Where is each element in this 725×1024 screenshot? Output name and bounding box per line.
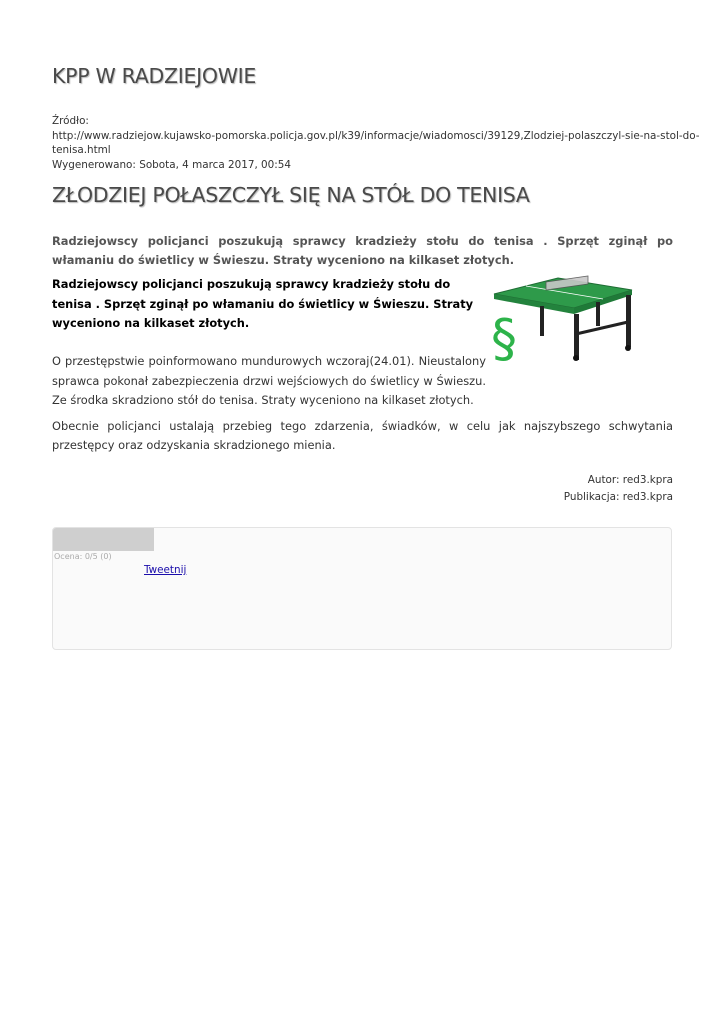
article-paragraph-2: Obecnie policjanci ustalają przebieg tego zdarzenia, świadków, w celu jak najszybszego schwytania przestępcy oraz odzyskania skradzionego mienia. (52, 419, 673, 452)
ping-pong-table-image (488, 272, 634, 362)
rating-box (52, 527, 672, 650)
publication-line: Publikacja: red3.kpra (563, 491, 673, 503)
author-info (564, 472, 673, 506)
author-line: Autor: red3.kpra (587, 474, 673, 486)
ping-pong-table-icon (488, 272, 634, 362)
rating-text: Ocena: 0/5 (0) (54, 552, 112, 561)
tweet-link[interactable]: Tweetnij (144, 564, 187, 576)
source-label: Źródło: (52, 115, 89, 127)
article-lead-bold: Radziejowscy policjanci poszukują sprawcy kradzieży stołu do tenisa . Sprzęt zginął po włamaniu do świetlicy w Świeszu. Straty wyceniono na kilkaset złotych. (52, 277, 474, 330)
article-lead: Radziejowscy policjanci poszukują sprawcy kradzieży stołu do tenisa . Sprzęt zginął po włamaniu do świetlicy w Świeszu. Straty wyceniono na kilkaset złotych. (52, 234, 673, 267)
source-url-line2: tenisa.html (52, 144, 111, 156)
rating-stars-bar[interactable] (53, 528, 154, 551)
article-title: ZŁODZIEJ POŁASZCZYŁ SIĘ NA STÓŁ DO TENISA (52, 183, 530, 207)
paragraph-symbol-icon: § (491, 309, 517, 362)
source-url-line1: http://www.radziejow.kujawsko-pomorska.policja.gov.pl/k39/informacje/wiadomosci/39129,Zlodziej-polaszczyl-sie-na-stol-do- (52, 129, 700, 142)
article-paragraph-1: O przestępstwie poinformowano mundurowych wczoraj(24.01). Nieustalony sprawca pokonał zabezpieczenia drzwi wejściowych do świetlicy w Świeszu. Ze środka skradziono stół do tenisa. Straty wyceniono na kilkaset złotych. (52, 354, 486, 407)
site-title: KPP W RADZIEJOWIE (52, 64, 257, 88)
generated-date: Wygenerowano: Sobota, 4 marca 2017, 00:54 (52, 158, 291, 171)
source-meta (52, 114, 700, 172)
